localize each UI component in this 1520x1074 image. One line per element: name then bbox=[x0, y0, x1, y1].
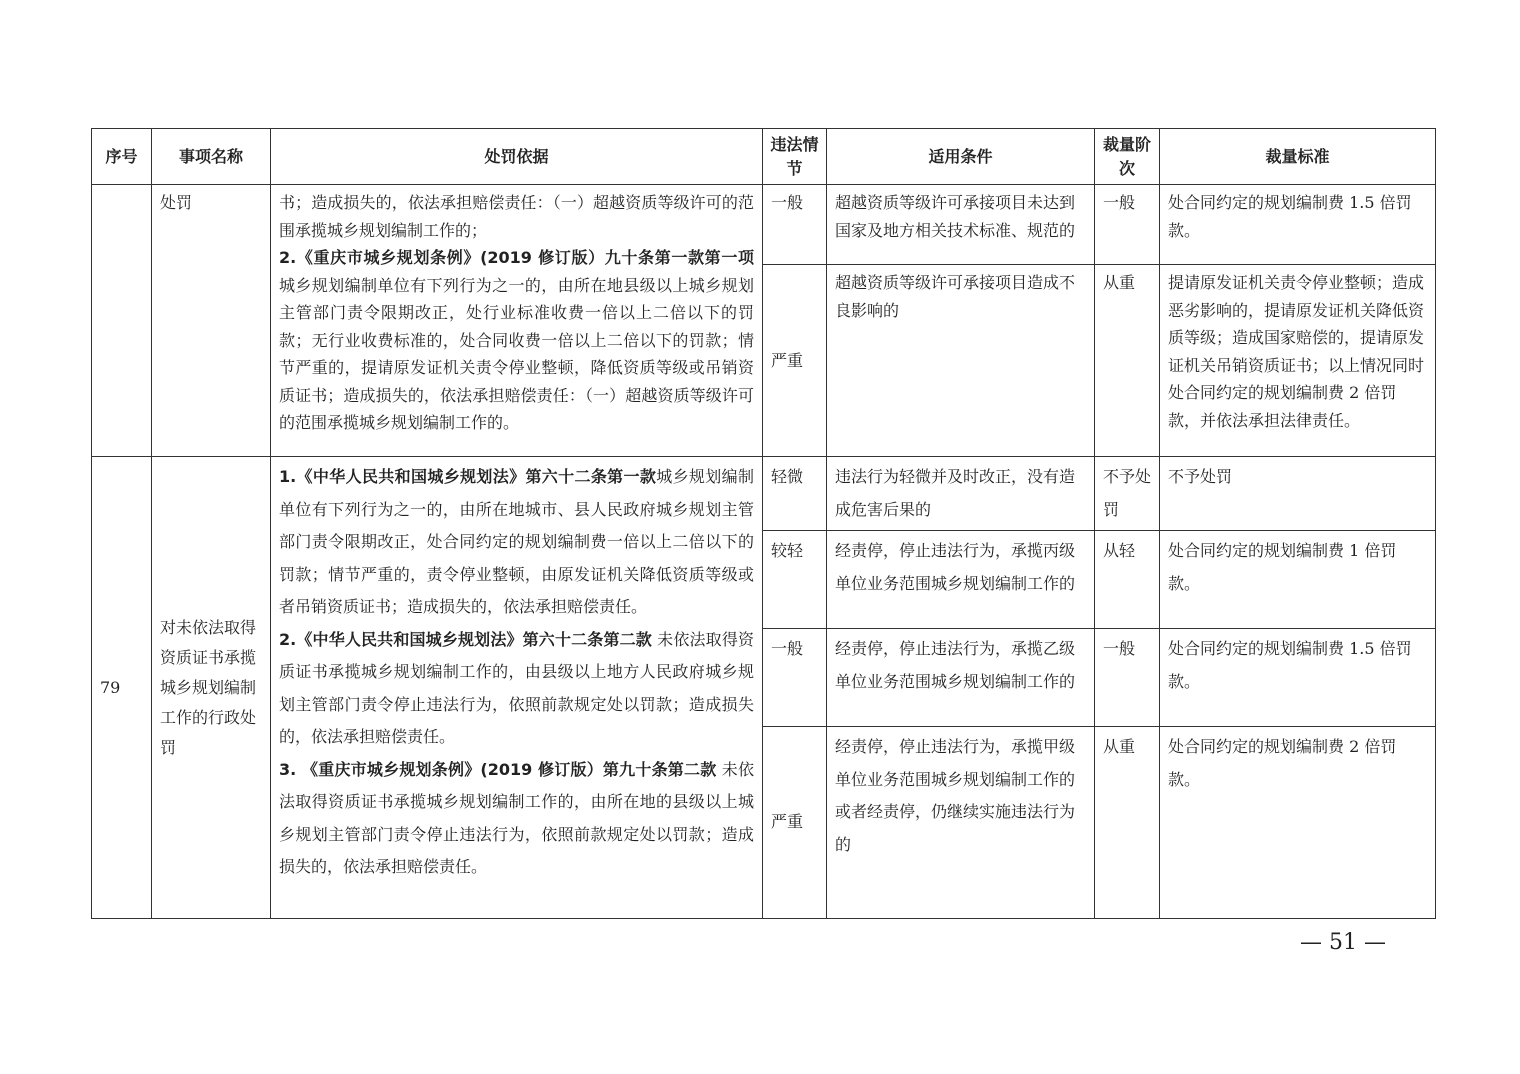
header-level: 裁量阶次 bbox=[1095, 129, 1160, 185]
table-row bbox=[92, 457, 1436, 531]
prev-basis-law-2: 2.《重庆市城乡规划条例》(2019 修订版）九十条第一款第一项 bbox=[279, 248, 754, 267]
circumstance-cell: 轻微 bbox=[763, 457, 827, 531]
circumstance-cell: 一般 bbox=[763, 629, 827, 727]
basis-law-2: 2.《中华人民共和国城乡规划法》第六十二条第二款 bbox=[279, 629, 652, 649]
basis-law-3: 3. 《重庆市城乡规划条例》(2019 修订版）第九十条第二款 bbox=[279, 759, 717, 779]
seq-cell: 79 bbox=[92, 457, 152, 919]
standard-cell: 不予处罚 bbox=[1160, 457, 1436, 531]
level-cell: 一般 bbox=[1095, 629, 1160, 727]
circumstance-cell: 严重 bbox=[763, 727, 827, 919]
header-name: 事项名称 bbox=[152, 129, 271, 185]
condition-cell: 经责停，停止违法行为，承揽丙级单位业务范围城乡规划编制工作的 bbox=[827, 531, 1095, 629]
level-cell: 从重 bbox=[1095, 265, 1160, 457]
prev-name-cell: 处罚 bbox=[152, 185, 271, 457]
prev-basis-text-1: 书；造成损失的，依法承担赔偿责任：（一）超越资质等级许可的范围承揽城乡规划编制工作的； bbox=[279, 193, 754, 240]
page-number: — 51 — bbox=[1300, 930, 1386, 955]
table-header-row bbox=[92, 129, 1436, 185]
standard-cell: 处合同约定的规划编制费 1 倍罚款。 bbox=[1160, 531, 1436, 629]
circumstance-cell: 较轻 bbox=[763, 531, 827, 629]
header-circumstance: 违法情节 bbox=[763, 129, 827, 185]
level-cell: 从重 bbox=[1095, 727, 1160, 919]
condition-cell: 超越资质等级许可承接项目造成不良影响的 bbox=[827, 265, 1095, 457]
item-name-cell: 对未依法取得资质证书承揽城乡规划编制工作的行政处罚 bbox=[152, 457, 271, 919]
condition-cell: 超越资质等级许可承接项目未达到国家及地方相关技术标准、规范的 bbox=[827, 185, 1095, 265]
basis-text-1: 城乡规划编制单位有下列行为之一的，由所在地城市、县人民政府城乡规划主管部门责令限期改正，处合同约定的规划编制费一倍以上二倍以下的罚款；情节严重的，责令停业整顿，由原发证机关降低资质等级或者吊销资质证书；造成损失的，依法承担赔偿责任。 bbox=[279, 467, 754, 616]
condition-cell: 经责停，停止违法行为，承揽甲级单位业务范围城乡规划编制工作的或者经责停，仍继续实施违法行为的 bbox=[827, 727, 1095, 919]
header-seq: 序号 bbox=[92, 129, 152, 185]
standard-cell: 处合同约定的规划编制费 2 倍罚款。 bbox=[1160, 727, 1436, 919]
discretion-table bbox=[91, 128, 1436, 919]
level-cell: 从轻 bbox=[1095, 531, 1160, 629]
basis-text-2: 未依法取得资质证书承揽城乡规划编制工作的，由县级以上地方人民政府城乡规划主管部门责令停止违法行为，依照前款规定处以罚款；造成损失的，依法承担赔偿责任。 bbox=[279, 629, 754, 746]
circumstance-cell: 一般 bbox=[763, 185, 827, 265]
condition-cell: 经责停，停止违法行为，承揽乙级单位业务范围城乡规划编制工作的 bbox=[827, 629, 1095, 727]
condition-cell: 违法行为轻微并及时改正，没有造成危害后果的 bbox=[827, 457, 1095, 531]
standard-cell: 处合同约定的规划编制费 1.5 倍罚款。 bbox=[1160, 185, 1436, 265]
prev-seq-cell bbox=[92, 185, 152, 457]
circumstance-cell: 严重 bbox=[763, 265, 827, 457]
basis-text-3: 未依法取得资质证书承揽城乡规划编制工作的，由所在地的县级以上城乡规划主管部门责令停止违法行为，依照前款规定处以罚款；造成损失的，依法承担赔偿责任。 bbox=[279, 759, 754, 876]
level-cell: 一般 bbox=[1095, 185, 1160, 265]
standard-cell: 处合同约定的规划编制费 1.5 倍罚款。 bbox=[1160, 629, 1436, 727]
header-condition: 适用条件 bbox=[827, 129, 1095, 185]
prev-basis-cell bbox=[271, 185, 763, 457]
header-basis: 处罚依据 bbox=[271, 129, 763, 185]
header-standard: 裁量标准 bbox=[1160, 129, 1436, 185]
prev-basis-text-2: 城乡规划编制单位有下列行为之一的，由所在地县级以上城乡规划主管部门责令限期改正，处行业标准收费一倍以上二倍以下的罚款；无行业收费标准的，处合同收费一倍以上二倍以下的罚款；情节严重的，提请原发证机关责令停业整顿，降低资质等级或吊销资质证书；造成损失的，依法承担赔偿责任：（一）超越资质等级许可的范围承揽城乡规划编制工作的。 bbox=[279, 275, 754, 432]
standard-cell: 提请原发证机关责令停业整顿；造成恶劣影响的，提请原发证机关降低资质等级；造成国家赔偿的，提请原发证机关吊销资质证书；以上情况同时处合同约定的规划编制费 2 倍罚款，并依法承担法律责任。 bbox=[1160, 265, 1436, 457]
basis-cell bbox=[271, 457, 763, 919]
level-cell: 不予处罚 bbox=[1095, 457, 1160, 531]
basis-law-1: 1.《中华人民共和国城乡规划法》第六十二条第一款 bbox=[279, 467, 657, 486]
table-row bbox=[92, 185, 1436, 265]
